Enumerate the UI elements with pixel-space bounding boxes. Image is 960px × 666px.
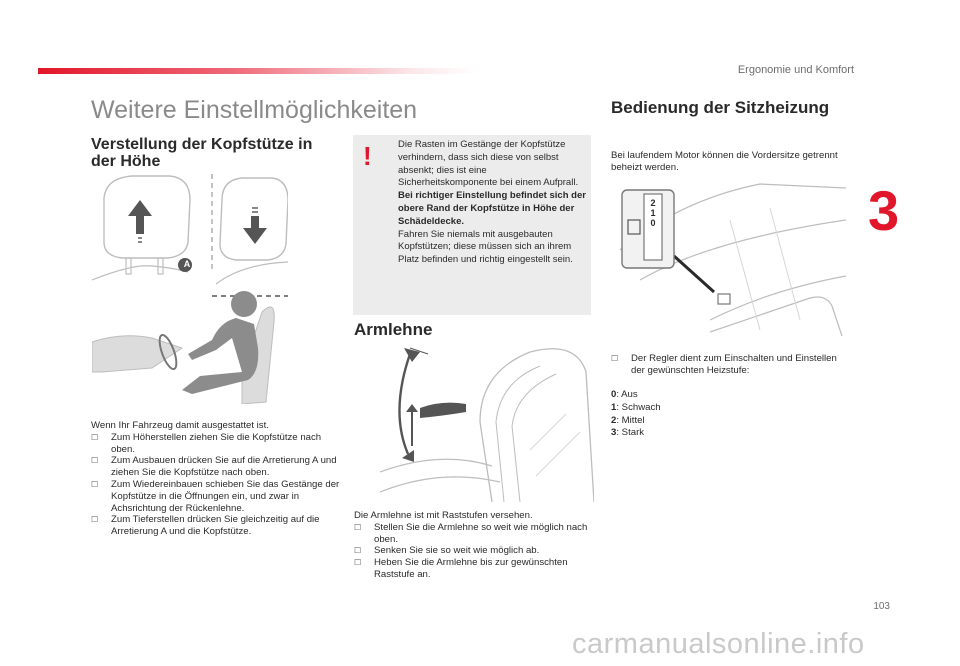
list-item: ☐ Stellen Sie die Armlehne so weit wie möglich nach oben. (354, 522, 594, 546)
armrest-steps (354, 522, 594, 581)
armrest-intro: Die Armlehne ist mit Raststufen versehen. (354, 510, 533, 521)
header-accent-bar (38, 68, 478, 74)
seat-heating-instructions (611, 353, 841, 377)
list-item: ☐ Senken Sie sie so weit wie möglich ab. (354, 545, 594, 557)
headrest-instructions (91, 420, 341, 538)
seat-heating-illustration (610, 180, 846, 342)
list-item: ☐ Zum Tieferstellen drücken Sie gleichzeitig auf die Arretierung A und die Kopfstütze. (91, 514, 341, 538)
warning-text-2: Fahren Sie niemals mit ausgebauten Kopfstützen; diese müssen sich an ihrem Platz befinden und richtig eingestellt sein. (398, 228, 573, 266)
watermark: carmanualsonline.info (572, 628, 865, 660)
warning-bold: Bei richtiger Einstellung befindet sich der obere Rand der Kopfstütze in Höhe der Schädeldecke. (398, 190, 586, 227)
list-item: ☐ Zum Ausbauen drücken Sie auf die Arretierung A und ziehen Sie die Kopfstütze nach oben. (91, 455, 341, 479)
list-item: ☐ Der Regler dient zum Einschalten und Einstellen der gewünschten Heizstufe: (611, 353, 841, 377)
warning-box (353, 135, 591, 315)
armrest-instructions (354, 510, 594, 581)
headrest-intro: Wenn Ihr Fahrzeug damit ausgestattet ist. (91, 420, 269, 431)
seat-heating-intro: Bei laufendem Motor können die Vordersitze getrennt beheizt werden. (611, 150, 838, 173)
list-item: ☐ Zum Höherstellen ziehen Sie die Kopfstütze nach oben. (91, 432, 341, 456)
heating-dial-labels (649, 198, 657, 228)
dial-label: 2 (650, 198, 656, 208)
headrest-marker-a: A (183, 259, 191, 269)
headrest-illustration (92, 172, 288, 404)
headrest-steps (91, 432, 341, 538)
heating-level: 2: Mittel (611, 414, 645, 426)
list-item: ☐ Heben Sie die Armlehne bis zur gewünschten Raststufe an. (354, 557, 594, 581)
heating-level: 3: Stark (611, 427, 645, 439)
dial-label: 1 (650, 208, 656, 218)
warning-text (398, 139, 588, 267)
heating-level: 0: Aus (611, 389, 638, 400)
headrest-heading: Verstellung der Kopfstütze in der Höhe (91, 136, 313, 170)
page-number: 103 (873, 601, 890, 612)
seat-heating-heading: Bedienung der Sitzheizung (611, 98, 830, 117)
warning-text-1: Die Rasten im Gestänge der Kopfstütze verhindern, dass sich diese von selbst absenkt; dies ist eine Sicherheitskomponente bei einem Aufprall. (398, 139, 579, 189)
armrest-heading: Armlehne (354, 320, 433, 339)
heating-levels (611, 389, 661, 440)
page-title: Weitere Einstellmöglichkeiten (91, 96, 418, 124)
section-header: Ergonomie und Komfort (737, 64, 854, 76)
chapter-number: 3 (868, 179, 900, 242)
list-item: ☐ Zum Wiedereinbauen schieben Sie das Gestänge der Kopfstütze in die Öffnungen ein, und zwar in Achsrichtung der Rückenlehne. (91, 479, 341, 514)
dial-label: 0 (650, 218, 656, 228)
warning-icon: ! (363, 141, 372, 171)
seat-heating-steps (611, 353, 841, 377)
armrest-illustration (380, 342, 594, 504)
heating-level: 1: Schwach (611, 401, 661, 413)
